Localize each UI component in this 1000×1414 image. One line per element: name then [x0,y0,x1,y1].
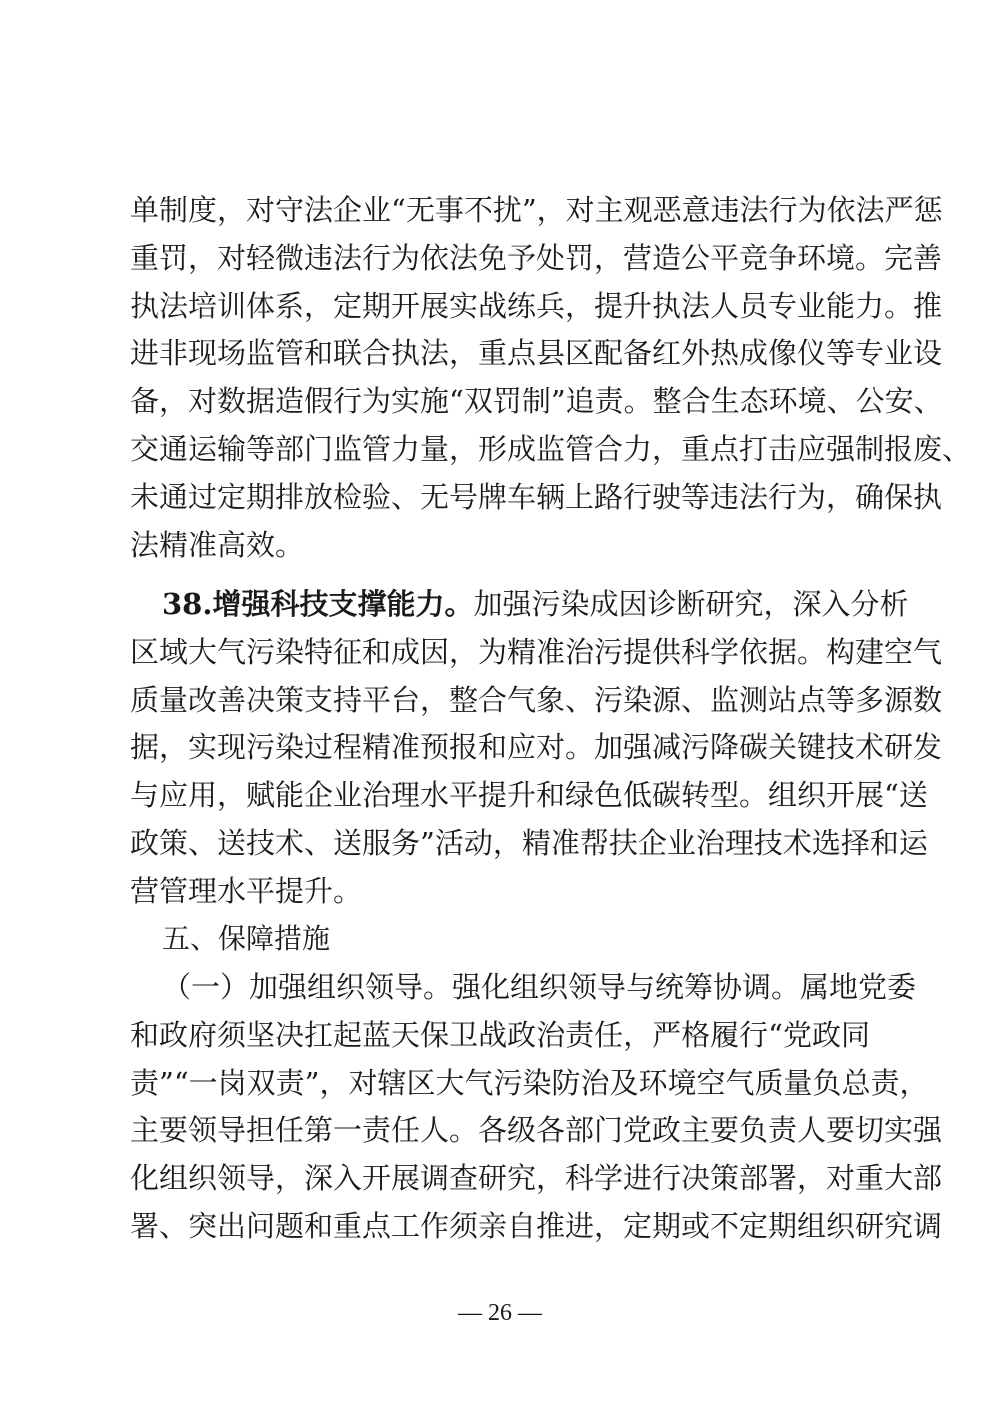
text-line: 质量改善决策支持平台，整合气象、污染源、监测站点等多源数 [130,682,943,717]
text-line: 执法培训体系，定期开展实战练兵，提升执法人员专业能力。推 [130,288,943,323]
text-line: 主要领导担任第一责任人。各级各部门党政主要负责人要切实强 [130,1113,943,1148]
text-line: 署、突出问题和重点工作须亲自推进，定期或不定期组织研究调 [130,1208,943,1243]
text-line: 据，实现污染过程精准预报和应对。加强减污降碳关键技术研发 [130,730,943,765]
text-line [130,581,909,629]
text-line: 营管理水平提升。 [130,873,363,908]
text-line: 政策、送技术、送服务”活动，精准帮扶企业治理技术选择和运 [130,825,928,860]
text-line: （一）加强组织领导。强化组织领导与统筹协调。属地党委 [162,970,917,1004]
item-text: 加强污染成因诊断研究，深入分析 [473,587,909,621]
page-number: — 26 — [458,1300,542,1326]
paragraph-38-tech-support [130,581,943,916]
text-line: 与应用，赋能企业治理水平提升和绿色低碳转型。组织开展“送 [130,778,928,813]
item-title: 38.增强科技支撑能力。 [162,587,474,621]
text-line: 重罚，对轻微违法行为依法免予处罚，营造公平竞争环境。完善 [130,240,943,275]
paragraph-enforcement [130,187,972,569]
section-heading: 五、保障措施 [162,922,331,955]
text-line: 交通运输等部门监管力量，形成监管合力，重点打击应强制报废、 [130,431,972,466]
text-line: 区域大气污染特征和成因，为精准治污提供科学依据。构建空气 [130,634,943,669]
text-line: 责”“一岗双责”，对辖区大气污染防治及环境空气质量负总责， [130,1065,929,1100]
paragraph-organization-leadership [130,964,943,1251]
text-line: 备，对数据造假行为实施“双罚制”追责。整合生态环境、公安、 [130,384,943,419]
section-heading-block [130,915,870,963]
text-line: 未通过定期排放检验、无号牌车辆上路行驶等违法行为，确保执 [130,479,943,514]
text-line: 和政府须坚决扛起蓝天保卫战政治责任，严格履行“党政同 [130,1017,870,1052]
text-line: 进非现场监管和联合执法，重点县区配备红外热成像仪等专业设 [130,336,943,371]
text-line: 化组织领导，深入开展调查研究，科学进行决策部署，对重大部 [130,1161,943,1196]
text-line: 单制度，对守法企业“无事不扰”，对主观恶意违法行为依法严惩 [130,193,943,227]
text-line: 法精准高效。 [130,527,305,562]
